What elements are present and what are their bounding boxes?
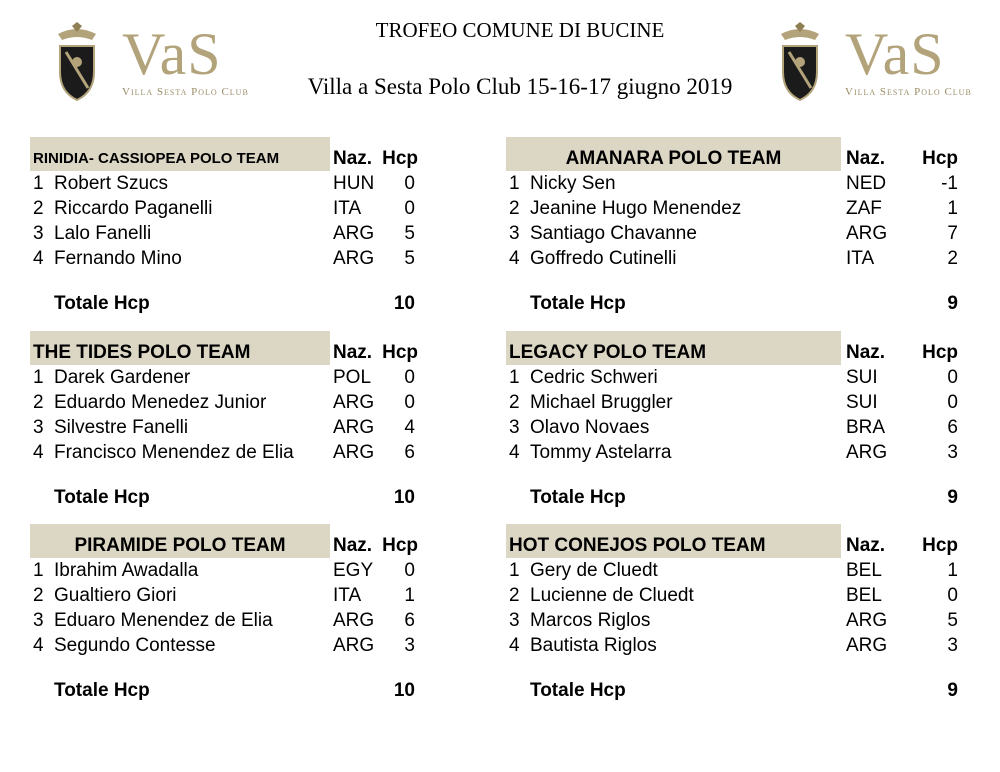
total-value: 9 <box>947 487 958 508</box>
player-nationality: ARG <box>333 635 375 656</box>
column-header-hcp: Hcp <box>382 148 418 169</box>
logo-mark: VaS <box>845 21 945 87</box>
column-header-naz: Naz. <box>846 535 886 556</box>
player-nationality: BRA <box>846 417 886 438</box>
team-card <box>30 524 490 706</box>
player-name: Nicky Sen <box>530 173 616 194</box>
player-handicap: 0 <box>404 392 415 413</box>
column-header-naz: Naz. <box>846 148 886 169</box>
player-handicap: 0 <box>404 173 415 194</box>
player-row <box>30 558 490 583</box>
player-row <box>30 365 490 390</box>
player-nationality: ARG <box>333 248 375 269</box>
player-row <box>30 583 490 608</box>
player-nationality: BEL <box>846 585 882 606</box>
player-nationality: HUN <box>333 173 375 194</box>
player-name: Segundo Contesse <box>54 635 216 656</box>
total-value: 9 <box>947 680 958 701</box>
player-name: Francisco Menendez de Elia <box>54 442 294 463</box>
column-header-naz: Naz. <box>846 342 886 363</box>
player-number: 4 <box>509 635 520 656</box>
team-card <box>30 137 490 319</box>
player-handicap: 1 <box>404 585 415 606</box>
team-name: PIRAMIDE POLO TEAM <box>30 524 330 558</box>
player-row <box>30 196 490 221</box>
player-handicap: 1 <box>947 560 958 581</box>
player-handicap: 7 <box>947 223 958 244</box>
player-name: Tommy Astelarra <box>530 442 672 463</box>
page-subtitle: Villa a Sesta Polo Club 15-16-17 giugno 2019 <box>307 74 733 99</box>
team-name: LEGACY POLO TEAM <box>506 331 841 365</box>
player-handicap: 3 <box>947 635 958 656</box>
player-handicap: 5 <box>947 610 958 631</box>
player-name: Olavo Novaes <box>530 417 650 438</box>
club-logo-right <box>775 22 990 102</box>
player-number: 1 <box>509 367 520 388</box>
player-number: 4 <box>509 248 520 269</box>
team-card <box>506 331 966 513</box>
player-name: Goffredo Cutinelli <box>530 248 677 269</box>
crest-icon <box>775 22 825 102</box>
player-nationality: ARG <box>846 223 888 244</box>
player-handicap: 3 <box>947 442 958 463</box>
player-nationality: ITA <box>846 248 875 269</box>
player-nationality: BEL <box>846 560 882 581</box>
total-value: 10 <box>393 680 415 701</box>
player-name: Lucienne de Cluedt <box>530 585 694 606</box>
player-row <box>30 415 490 440</box>
logo-subtitle: Villa Sesta Polo Club <box>845 86 972 98</box>
team-total <box>506 483 966 513</box>
player-nationality: ARG <box>333 223 375 244</box>
player-name: Silvestre Fanelli <box>54 417 189 438</box>
player-handicap: 3 <box>404 635 415 656</box>
player-number: 3 <box>33 223 44 244</box>
player-handicap: 6 <box>947 417 958 438</box>
player-nationality: EGY <box>333 560 374 581</box>
player-number: 2 <box>509 198 520 219</box>
player-nationality: ARG <box>333 392 375 413</box>
player-nationality: ARG <box>333 442 375 463</box>
player-name: Lalo Fanelli <box>54 223 152 244</box>
team-card <box>506 524 966 706</box>
player-name: Bautista Riglos <box>530 635 657 656</box>
team-total <box>30 676 490 706</box>
player-row <box>506 390 966 415</box>
player-nationality: NED <box>846 173 887 194</box>
total-label: Totale Hcp <box>54 293 150 314</box>
player-name: Darek Gardener <box>54 367 191 388</box>
player-number: 2 <box>33 392 44 413</box>
player-number: 1 <box>509 173 520 194</box>
player-row <box>30 440 490 465</box>
player-name: Fernando Mino <box>54 248 182 269</box>
player-nationality: ITA <box>333 585 362 606</box>
player-handicap: 2 <box>947 248 958 269</box>
player-name: Ibrahim Awadalla <box>54 560 199 581</box>
player-name: Robert Szucs <box>54 173 169 194</box>
player-row <box>506 171 966 196</box>
player-handicap: 0 <box>947 585 958 606</box>
team-name: HOT CONEJOS POLO TEAM <box>506 524 841 558</box>
player-name: Riccardo Paganelli <box>54 198 213 219</box>
total-value: 10 <box>393 487 415 508</box>
player-nationality: ZAF <box>846 198 882 219</box>
player-number: 3 <box>33 417 44 438</box>
player-row <box>506 415 966 440</box>
logo-subtitle: Villa Sesta Polo Club <box>122 86 249 98</box>
total-value: 10 <box>393 293 415 314</box>
player-nationality: ITA <box>333 198 362 219</box>
total-label: Totale Hcp <box>54 680 150 701</box>
player-handicap: 6 <box>404 610 415 631</box>
player-handicap: 0 <box>947 392 958 413</box>
page-title: TROFEO COMUNE DI BUCINE <box>375 18 665 42</box>
logo-mark: VaS <box>122 21 222 87</box>
player-handicap: 4 <box>404 417 415 438</box>
player-nationality: ARG <box>333 610 375 631</box>
team-card <box>506 137 966 319</box>
player-name: Gualtiero Giori <box>54 585 177 606</box>
player-number: 1 <box>33 173 44 194</box>
team-total <box>506 289 966 319</box>
player-number: 4 <box>33 442 44 463</box>
player-row <box>506 246 966 271</box>
player-nationality: POL <box>333 367 372 388</box>
player-name: Santiago Chavanne <box>530 223 697 244</box>
column-header-hcp: Hcp <box>922 342 958 363</box>
player-row <box>506 608 966 633</box>
player-row <box>506 365 966 390</box>
player-row <box>506 440 966 465</box>
team-card <box>30 331 490 513</box>
column-header-naz: Naz. <box>333 535 373 556</box>
player-handicap: -1 <box>941 173 958 194</box>
column-header-hcp: Hcp <box>382 535 418 556</box>
player-nationality: ARG <box>846 442 888 463</box>
player-handicap: 5 <box>404 223 415 244</box>
player-handicap: 6 <box>404 442 415 463</box>
player-row <box>30 221 490 246</box>
player-number: 3 <box>509 417 520 438</box>
player-number: 2 <box>509 392 520 413</box>
player-name: Gery de Cluedt <box>530 560 658 581</box>
player-row <box>30 390 490 415</box>
player-number: 2 <box>33 585 44 606</box>
total-value: 9 <box>947 293 958 314</box>
player-handicap: 1 <box>947 198 958 219</box>
team-name: AMANARA POLO TEAM <box>506 137 841 171</box>
player-handicap: 5 <box>404 248 415 269</box>
team-total <box>30 483 490 513</box>
player-nationality: ARG <box>846 635 888 656</box>
player-number: 2 <box>33 198 44 219</box>
total-label: Totale Hcp <box>530 487 626 508</box>
player-handicap: 0 <box>404 367 415 388</box>
player-row <box>506 221 966 246</box>
player-number: 4 <box>33 635 44 656</box>
player-row <box>30 608 490 633</box>
player-number: 1 <box>509 560 520 581</box>
player-number: 3 <box>33 610 44 631</box>
player-number: 3 <box>509 223 520 244</box>
column-header-hcp: Hcp <box>922 148 958 169</box>
player-number: 2 <box>509 585 520 606</box>
player-number: 4 <box>509 442 520 463</box>
column-header-naz: Naz. <box>333 342 373 363</box>
column-header-hcp: Hcp <box>382 342 418 363</box>
crest-icon <box>52 22 102 102</box>
team-name: RINIDIA- CASSIOPEA POLO TEAM <box>30 137 330 171</box>
player-row <box>506 558 966 583</box>
team-total <box>30 289 490 319</box>
team-total <box>506 676 966 706</box>
total-label: Totale Hcp <box>54 487 150 508</box>
team-name: THE TIDES POLO TEAM <box>30 331 330 365</box>
player-name: Cedric Schweri <box>530 367 658 388</box>
player-row <box>30 171 490 196</box>
player-row <box>30 633 490 658</box>
player-row <box>30 246 490 271</box>
player-name: Eduaro Menendez de Elia <box>54 610 273 631</box>
column-header-hcp: Hcp <box>922 535 958 556</box>
player-handicap: 0 <box>404 198 415 219</box>
player-nationality: ARG <box>333 417 375 438</box>
player-name: Michael Bruggler <box>530 392 673 413</box>
player-number: 4 <box>33 248 44 269</box>
player-row <box>506 633 966 658</box>
player-number: 1 <box>33 367 44 388</box>
total-label: Totale Hcp <box>530 680 626 701</box>
player-nationality: ARG <box>846 610 888 631</box>
player-name: Eduardo Menedez Junior <box>54 392 267 413</box>
player-number: 1 <box>33 560 44 581</box>
column-header-naz: Naz. <box>333 148 373 169</box>
player-nationality: SUI <box>846 367 878 388</box>
player-handicap: 0 <box>947 367 958 388</box>
player-nationality: SUI <box>846 392 878 413</box>
player-number: 3 <box>509 610 520 631</box>
total-label: Totale Hcp <box>530 293 626 314</box>
player-row <box>506 583 966 608</box>
club-logo-left <box>52 22 272 102</box>
player-handicap: 0 <box>404 560 415 581</box>
player-name: Jeanine Hugo Menendez <box>530 198 742 219</box>
player-name: Marcos Riglos <box>530 610 651 631</box>
player-row <box>506 196 966 221</box>
